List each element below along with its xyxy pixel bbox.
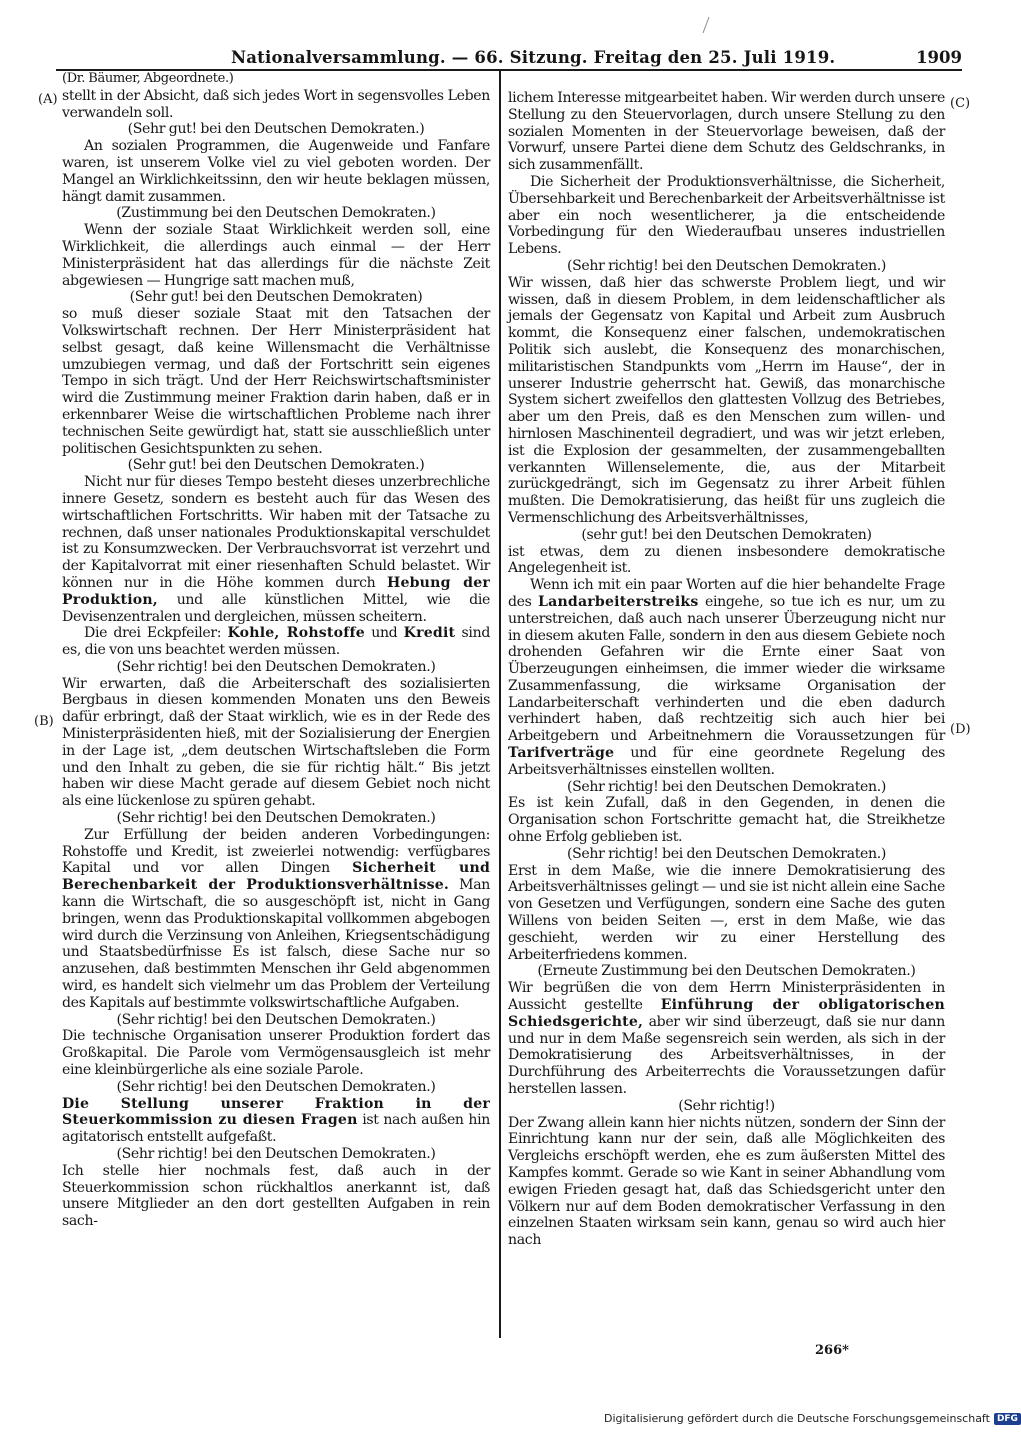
paragraph: Ich stelle hier nochmals fest, daß auch in der Steuerkommission schon rückhaltlos anerkannt ist, daß unsere Mitglieder an den dort gestellten Aufgaben in rein sach- [62,1162,490,1230]
text-run: eingehe, so tue ich es nur, um zu unterstreichen, daß auch nach unserer Überzeugung nicht nur in diesem akuten Falle, sondern in den aus diesem Gebiete noch drohenden Gefahren wir die Ernte einer Saat von Überzeugungen einheimsen, die immer wieder die wirksame Zusammenfassung, die wirksame Organisation der Landarbeiterschaft verhinderten und die eben dadurch verhindert haben, daß rechtzeitig sich auch hier bei Arbeitgebern und Arbeitnehmern die Voraussetzungen für [508,593,945,745]
interjection: (Sehr richtig! bei den Deutschen Demokraten.) [116,1011,436,1028]
emphasis: Einführung der obligatorischen Schiedsgerichte, [508,997,945,1030]
emphasis: Kredit [403,625,456,642]
text-run: und für eine geordnete Regelung des Arbeitsverhältnisses einstellen wollten. [508,745,945,778]
paragraph [62,474,490,625]
paragraph: Wir wissen, daß hier das schwerste Problem liegt, und wir wissen, daß in diesem Problem, in dem leidenschaftlicher als jemals der Gegensatz von Kapital und Arbeit zum Ausbruch kommt, die Konsequenz einer falschen, undemokratischen Politik sich auslebt, die Konsequenz des monarchischen, militaristischen Standpunkts vom „Herrn im Hause“, der in unserer Industrie geherrscht hat. Gewiß, das monarchische System sichert zweifellos den glattesten Vollzug des Betriebes, aber um den Preis, daß es den Menschen zum willen- und hirnlosen Maschinenteil degradiert, und was wir jetzt erleben, ist die Explosion der gesammelten, der zusammengeballten verkannten Willenselemente, die, aus der Mitarbeit zurückgedrängt, sich im Gegensatz zu ihrer Arbeit fühlen mußten. Die Demokratisierung, das heißt für uns zugleich die Vermenschlichung des Arbeitsverhältnisses, [508,274,945,526]
interjection: (Sehr richtig! bei den Deutschen Demokraten.) [566,257,887,274]
interjection: (Sehr gut! bei den Deutschen Demokraten.) [127,457,425,474]
paragraph: Es ist kein Zufall, daß in den Gegenden, in denen die Organisation schon Fortschritte gemacht hat, die Streikhetze ohne Erfolg geblieben ist. [508,795,945,846]
paragraph: lichem Interesse mitgearbeitet haben. Wir werden durch unsere Stellung zu den Steuervorlagen, durch unsere Stellung zu den sozialen Momenten in der Steuervorlage beweisen, daß der Vorwurf, unsere Partei diene dem Schutz des Geldschranks, in sich zusammenfällt. [508,90,945,174]
paragraph: An sozialen Programmen, die Augenweide und Fanfare waren, ist unserem Volke viel zu viel geboten worden. Der Mangel an Wirklichkeitssinn, den wir heute beklagen müssen, hängt damit zusammen. [62,138,490,205]
emphasis: Hebung der Produktion, [62,574,491,608]
margin-mark-b: (B) [34,714,54,729]
dfg-logo-icon: DFG [994,1413,1021,1425]
signature-mark: 266* [815,1343,849,1358]
text-run: Man kann die Wirtschaft, die so ausgeschöpft ist, nicht in Gang bringen, wenn das Produktionskapital vollkommen abgebogen wird durch die Verzinsung von Anleihen, Kriegsentschädigung und Staatsbedürfnisse Es ist falsch, diese Sache nur so anzusehen, daß bestimmten Menschen ihr Geld abgenommen wird, es handelt sich vielmehr um das Problem der Verteilung des Kapitals auf bestimmte volkswirtschaftliche Aufgaben. [62,877,490,1011]
column-divider [499,71,501,1338]
interjection: (Sehr gut! bei den Deutschen Demokraten.) [127,121,425,138]
text-run: Wenn ich mit ein paar Worten auf die hier behandelte Frage des [508,577,945,610]
paragraph [62,827,490,1012]
text-run: Nicht nur für dieses Tempo besteht dieses unzerbrechliche innere Gesetz, sondern es besteht auch für das Wesen des wirtschaftlichen Fortschritts. Wir haben mit der Tatsache zu rechnen, daß unser nationales Produktionskapital verschuldet ist zu Konsumzwecken. Der Verbrauchsvorrat ist verzehrt und der Kapitalvorrat mit einer riesenhaften Schuld belastet. Wir können nur in die Höhe kommen durch [62,474,490,591]
paragraph: Die technische Organisation unserer Produktion fordert das Großkapital. Die Parole vom Vermögensausgleich ist mehr eine kleinbürgerliche als eine soziale Parole. [62,1028,490,1079]
paragraph: Der Zwang allein kann hier nichts nützen, sondern der Sinn der Einrichtung kann nur der sein, daß alle Möglichkeiten des Vergleichs erschöpft werden, ehe es zum äußersten Mittel des Kampfes kommt. Gerade so wie Kant in seiner Abhandlung vom ewigen Frieden gesagt hat, daß das Schiedsgericht unter den Völkern nur auf dem Boden demokratischer Verfassung in den einzelnen Staaten wirksam sein kann, genau so wird auch hier nach [508,1114,945,1249]
pencil-mark-icon [700,16,712,34]
margin-mark-a: (A) [38,92,58,107]
interjection: (Sehr gut! bei den Deutschen Demokraten) [129,289,423,306]
right-column [508,90,945,1249]
paragraph [62,1096,490,1146]
speaker-label: (Dr. Bäumer, Abgeordnete.) [62,71,234,86]
page-header [56,44,962,70]
paragraph [508,577,945,779]
emphasis: Landarbeiterstreiks [538,593,699,610]
paragraph: ist etwas, dem zu dienen insbesondere demokratische Angelegenheit ist. [508,543,945,577]
text-run: Zur Erfüllung der beiden anderen Vorbedingungen: Rohstoffe und Kredit, ist zweierlei notwendig: verfügbares Kapital und vor allen Dingen [62,826,490,877]
interjection: (Sehr richtig! bei den Deutschen Demokraten.) [116,810,436,827]
emphasis: Kohle, Rohstoffe [227,625,365,642]
text-run: Wir begrüßen die von dem Herrn Ministerpräsidenten in Aussicht gestellte [508,980,945,1014]
paragraph: Wir erwarten, daß die Arbeiterschaft des sozialisierten Bergbaus in diesen kommenden Monaten uns den Beweis dafür erbringt, daß der Staat wirklich, wie es in der Rede des Ministerpräsidenten hieß, mit der Sozialisierung der Energien in der Lage ist, „dem deutschen Wirtschaftsleben die Form und den Inhalt zu geben, die sie für richtig hält.“ Bis jetzt haben wir diese Macht gerade auf diesem Gebiet noch nicht als eine lückenlose zu spüren gehabt. [62,675,490,810]
footer-credit [604,1412,1021,1425]
interjection: (Erneute Zustimmung bei den Deutschen Demokraten.) [537,963,916,980]
interjection: (Zustimmung bei den Deutschen Demokraten.) [116,205,436,222]
paragraph [508,980,945,1098]
header-title: Nationalversammlung. — 66. Sitzung. Freitag den 25. Juli 1919. [231,48,836,67]
emphasis: Tarifverträge [508,745,615,762]
paragraph: Wenn der soziale Staat Wirklichkeit werden soll, eine Wirklichkeit, die allerdings auch einmal — der Herr Ministerpräsident hat das allerdings für die nächste Zeit abgewiesen — Hungrige satt machen muß, [62,222,490,289]
interjection: (Sehr richtig! bei den Deutschen Demokraten.) [116,658,436,675]
text-run: und [371,625,398,642]
left-column [62,71,490,1230]
interjection: (Sehr richtig! bei den Deutschen Demokraten.) [566,778,887,795]
text-run: Die drei Eckpfeiler: [84,625,222,642]
text-run: aber wir sind überzeugt, daß sie nur dann und nur in dem Maße segensreich sein werden, als sich in der Demokratisierung des Arbeitsverhältnisses, in der Durchführung des Arbeiterrechts die Voraussetzungen dafür herstellen lassen. [508,1013,945,1098]
interjection: (Sehr richtig! bei den Deutschen Demokraten.) [116,1146,436,1162]
interjection: (Sehr richtig! bei den Deutschen Demokraten.) [116,1078,436,1095]
text-run: und alle künstlichen Mittel, wie die Devisenzentralen und dergleichen, müssen scheitern. [62,591,490,625]
paragraph: Die Sicherheit der Produktionsverhältnisse, die Sicherheit, Übersehbarkeit und Berechenbarkeit der Arbeitsverhältnisse ist aber ein noch wesentlicherer, ja die entscheidende Vorbedingung für den Wiederaufbau unseres industriellen Lebens. [508,173,945,258]
interjection: (sehr gut! bei den Deutschen Demokraten) [581,526,872,543]
footer-credit-text: Digitalisierung gefördert durch die Deutsche Forschungsgemeinschaft [604,1412,990,1425]
page-number: 1909 [916,48,962,67]
margin-mark-d: (D) [950,722,971,737]
emphasis: Die Stellung unserer Fraktion in der Steuerkommission zu diesen Fragen [62,1095,490,1129]
paragraph: stellt in der Absicht, daß sich jedes Wort in segensvolles Leben verwandeln soll. [62,87,490,121]
paragraph: so muß dieser soziale Staat mit den Tatsachen der Volkswirtschaft rechnen. Der Herr Ministerpräsident hat selbst gesagt, daß keine Willensmacht die Verhältnisse umzubiegen vermag, und daß der Fortschritt sein eigenes Tempo in sich trägt. Und der Herr Reichswirtschaftsminister wird die Zustimmung meiner Fraktion darin haben, daß er in erkennbarer Weise die wirtschaftlichen Probleme nach ihrer technischen Seite gewürdigt hat, statt sie ausschließlich unter politischen Gesichtspunkten zu sehen. [62,306,490,457]
paragraph: Erst in dem Maße, wie die innere Demokratisierung des Arbeitsverhältnisses gelingt — und sie ist nicht allein eine Sache von Gesetzen und Verfügungen, sondern eine Sache des guten Willens von beiden Seiten —, erst in dem Maße, wie das geschieht, werden wir zu einer Herstellung des Arbeiterfriedens kommen. [508,862,945,963]
interjection: (Sehr richtig!) [678,1097,775,1114]
emphasis: Sicherheit und Berechenbarkeit der Produktionsverhältnisse. [62,860,490,894]
paragraph [62,625,490,659]
margin-mark-c: (C) [950,96,971,111]
text-run: ist nach außen hin agitatorisch entstellt aufgefaßt. [62,1112,490,1146]
interjection: (Sehr richtig! bei den Deutschen Demokraten.) [566,845,887,862]
text-run: sind es, die von uns beachtet werden müssen. [62,625,490,659]
